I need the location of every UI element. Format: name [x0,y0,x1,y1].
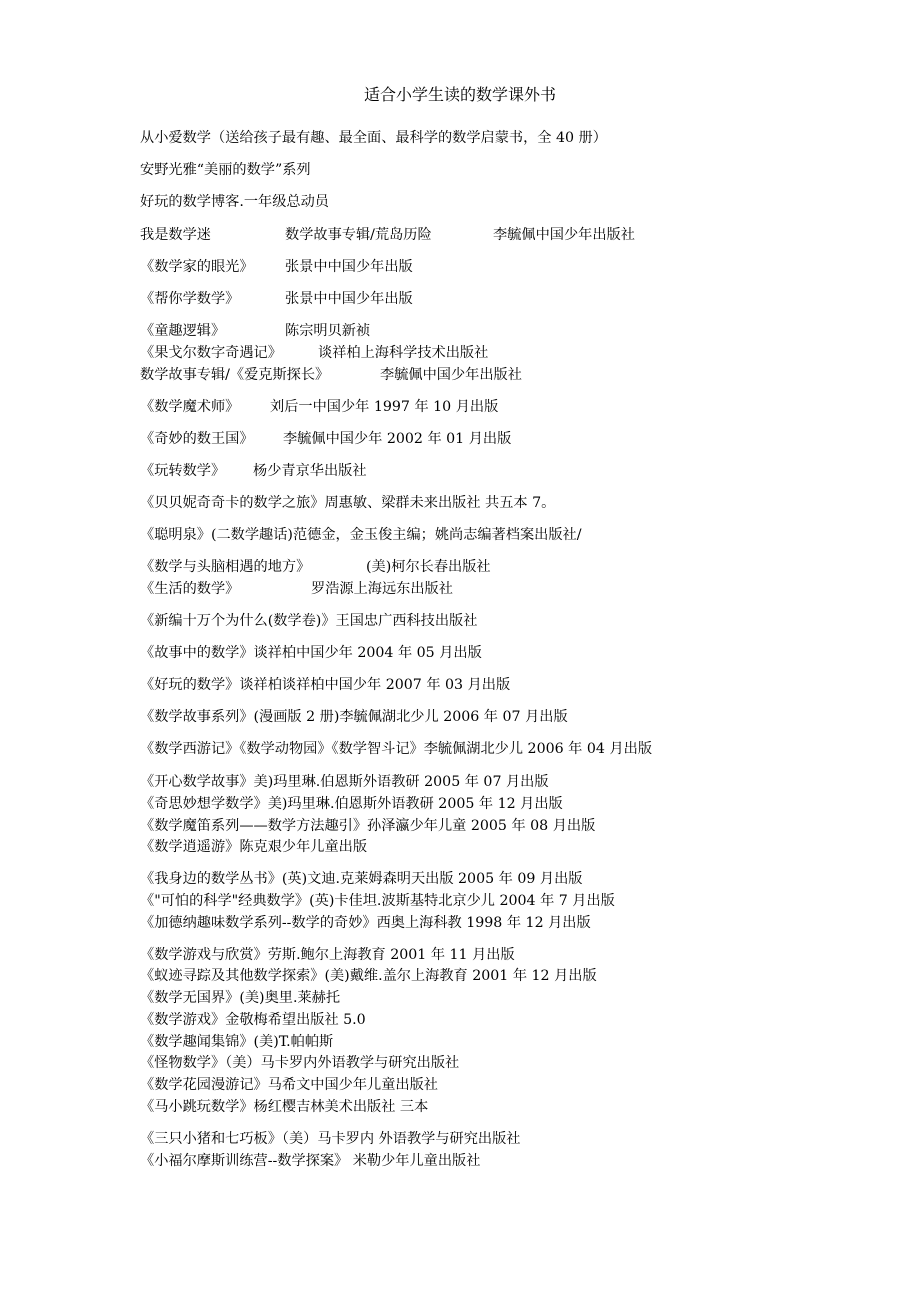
text-line: 《数学花园漫游记》马希文中国少年儿童出版社 [140,1077,438,1093]
text-line: 《数学魔术师》 刘后一中国少年 1997 年 10 月出版 [140,399,499,415]
text-line: 《数学无国界》(美)奥里.莱赫托 [140,990,341,1006]
text-line: 《数学西游记》《数学动物园》《数学智斗记》李毓佩湖北少儿 2006 年 04 月出版 [140,741,653,757]
text-line: 《三只小猪和七巧板》（美）马卡罗内 外语教学与研究出版社 [140,1131,521,1147]
text-line: 《数学与头脑相遇的地方》 (美)柯尔长春出版社 [140,559,491,575]
text-line: 我是数学迷 数学故事专辑/荒岛历险 李毓佩中国少年出版社 [140,227,635,243]
text-line: 数学故事专辑/《爱克斯探长》 李毓佩中国少年出版社 [140,367,522,383]
text-line: 《加德纳趣味数学系列--数学的奇妙》西奥上海科教 1998 年 12 月出版 [140,915,591,931]
text-line: 《我身边的数学丛书》(英)文迪.克莱姆森明天出版 2005 年 09 月出版 [140,871,583,887]
text-line: 《新编十万个为什么(数学卷)》王国忠广西科技出版社 [140,613,478,629]
text-line: 《马小跳玩数学》杨红樱吉林美术出版社 三本 [140,1099,429,1115]
text-line: 《奇思妙想学数学》美)玛里琳.伯恩斯外语教研 2005 年 12 月出版 [140,796,563,812]
text-line: 《数学趣闻集锦》(美)T.帕帕斯 [140,1034,334,1050]
text-line: 《数学游戏》金敬梅希望出版社 5.0 [140,1012,366,1028]
text-line: 《数学游戏与欣赏》劳斯.鲍尔上海教育 2001 年 11 月出版 [140,947,515,963]
text-line: 《数学逍遥游》陈克艰少年儿童出版 [140,839,368,855]
text-line: 《故事中的数学》谈祥柏中国少年 2004 年 05 月出版 [140,645,482,661]
text-line: 《怪物数学》（美）马卡罗内外语教学与研究出版社 [140,1055,460,1071]
text-line: 《奇妙的数王国》 李毓佩中国少年 2002 年 01 月出版 [140,431,512,447]
page-title: 适合小学生读的数学课外书 [363,85,556,104]
text-line: 好玩的数学博客.一年级总动员 [140,194,329,210]
text-line: 《数学故事系列》(漫画版 2 册)李毓佩湖北少儿 2006 年 07 月出版 [140,709,568,725]
text-line: 从小爱数学（送给孩子最有趣、最全面、最科学的数学启蒙书，全 40 册） [140,130,607,146]
text-line: 《聪明泉》(二数学趣话)范德金，金玉俊主编；姚尚志编著档案出版社/ [140,527,582,543]
text-line: 《好玩的数学》谈祥柏谈祥柏中国少年 2007 年 03 月出版 [140,677,511,693]
text-line: 《开心数学故事》美)玛里琳.伯恩斯外语教研 2005 年 07 月出版 [140,774,549,790]
text-line: 《玩转数学》 杨少青京华出版社 [140,463,367,479]
text-line: 《生活的数学》 罗浩源上海远东出版社 [140,581,453,597]
text-line: 安野光雅“美丽的数学”系列 [140,162,311,178]
text-line: 《贝贝妮奇奇卡的数学之旅》周惠敏、梁群未来出版社 共五本 7。 [140,495,556,511]
text-line: 《数学魔笛系列——数学方法趣引》孙泽瀛少年儿童 2005 年 08 月出版 [140,818,596,834]
text-line: 《童趣逻辑》 陈宗明贝新祯 [140,323,371,339]
text-line: 《数学家的眼光》 张景中中国少年出版 [140,259,413,275]
text-line: 《帮你学数学》 张景中中国少年出版 [140,291,413,307]
text-line: 《果戈尔数字奇遇记》 谈祥柏上海科学技术出版社 [140,345,489,361]
text-line: 《蚁迹寻踪及其他数学探索》(美)戴维.盖尔上海教育 2001 年 12 月出版 [140,968,597,984]
text-line: 《"可怕的科学"经典数学》(英)卡佳坦.波斯基特北京少儿 2004 年 7 月出版 [140,893,615,909]
text-line: 《小福尔摩斯训练营--数学探案》 米勒少年儿童出版社 [140,1153,481,1169]
